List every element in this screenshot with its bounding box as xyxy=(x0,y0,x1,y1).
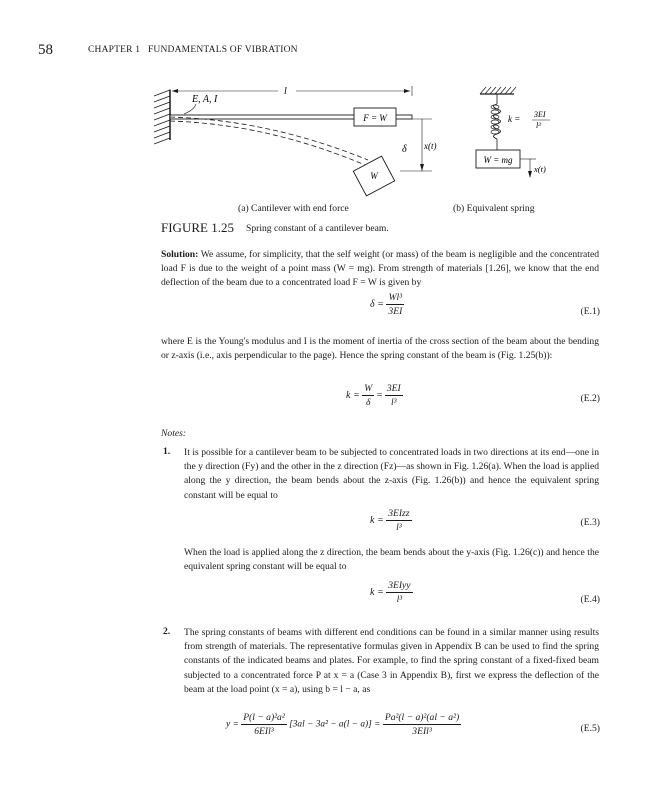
e2-den2: l³ xyxy=(390,397,397,408)
fixed-wall xyxy=(154,90,170,144)
spring xyxy=(491,94,501,150)
e2-lhs: k = xyxy=(346,389,360,401)
equation-e1 xyxy=(370,292,404,317)
e5-num2: Pa²(l − a)²(al − a²) xyxy=(384,712,460,723)
page-number: 58 xyxy=(38,42,53,58)
e2-tag: (E.2) xyxy=(580,393,600,404)
length-label: l xyxy=(284,86,287,97)
subcaption-b: (b) Equivalent spring xyxy=(453,203,535,214)
force-box-label: F = W xyxy=(363,113,387,123)
e2-equals: = xyxy=(376,389,383,401)
delta-label: δ xyxy=(402,144,407,155)
equation-e2 xyxy=(346,383,403,408)
e3-fraction xyxy=(386,508,411,533)
running-header xyxy=(88,45,298,55)
e4-fraction xyxy=(386,580,412,605)
e3-den: l³ xyxy=(396,522,402,533)
note-1-text: It is possible for a cantilever beam to be subjected to concentrated loads in two directions at its end—one in the y direction (Fy) and the other in the z direction (Fz)—as shown in Fig. 1.26(a). When the load is applied along the y direction, the beam bends about the z-axis (Fig. 1.26(b)) and hence the equivalent spring constant will be equal to xyxy=(184,447,599,501)
e5-fraction-2 xyxy=(383,712,461,737)
e1-den: 3EI xyxy=(388,306,403,317)
solution-text-1: We assume, for simplicity, that the self weight (or mass) of the beam is negligible and the concentrated load F is due to the weight of a point mass (W = mg). From strength of materials [1.26], we know that the end deflection of the beam due to a concentrated load F = W is given by xyxy=(161,249,599,289)
note-2-number: 2. xyxy=(163,626,171,637)
chapter-label: CHAPTER 1 xyxy=(88,45,141,55)
e2-num2: 3EI xyxy=(386,383,401,394)
e5-lhs: y = xyxy=(226,719,239,730)
disp-b-arrow-head xyxy=(528,171,532,178)
deflected-beam-top xyxy=(170,117,368,160)
mass-label: W xyxy=(370,171,378,181)
disp-b-label: x(t) xyxy=(534,164,546,174)
e5-num1: P(l − a)²a² xyxy=(243,712,285,723)
solution-label: Solution: xyxy=(161,249,199,260)
e1-fraction xyxy=(386,292,404,317)
e2-den1: δ xyxy=(365,397,371,408)
figure-caption: Spring constant of a cantilever beam. xyxy=(246,223,389,234)
e2-num1: W xyxy=(364,383,373,394)
e2-fraction-2 xyxy=(385,383,403,408)
e5-middle: [3al − 3a² − a(l − a)] = xyxy=(289,719,381,730)
solution-paragraph-2: where E is the Young's modulus and I is the moment of inertia of the cross section of the beam about the bending or z-axis (i.e., axis perpendicular to the page). Hence the spring constant of the beam is (Fig. 1.25(b)): xyxy=(161,336,599,362)
e3-tag: (E.3) xyxy=(580,517,600,528)
beam-props-leader xyxy=(184,104,196,114)
e1-tag: (E.1) xyxy=(580,306,600,317)
e3-num: 3EIzz xyxy=(388,508,410,519)
e2-fraction-1 xyxy=(362,383,374,408)
note-2-text: The spring constants of beams with different end conditions can be found in a similar manner using results from strength of materials. The representative formulas given in Appendix B can be used to find the spring constants of the indicated beams and plates. For example, to find the spring constant of a fixed-fixed beam subjected to a concentrated force P at x = a (Case 3 in Appendix B), first we express the deflection of the beam at the load point (x = a), using b = l − a, as xyxy=(184,627,599,695)
e5-tag: (E.5) xyxy=(580,723,600,734)
figure-label: FIGURE 1.25 xyxy=(161,220,234,235)
spring-num: 3EI xyxy=(534,110,546,119)
delta-arrow-head xyxy=(420,164,424,171)
weight-box-label: W = mg xyxy=(483,155,513,165)
e5-den1: 6EIl³ xyxy=(254,726,274,737)
deflected-beam-bottom xyxy=(170,121,365,165)
note-1-text-2: When the load is applied along the z direction, the beam bends about the y-axis (Fig. 1.26(c)) and hence the equivalent spring constant will be equal to xyxy=(184,547,599,573)
chapter-title: FUNDAMENTALS OF VIBRATION xyxy=(147,45,298,55)
disp-a-label: x(t) xyxy=(424,141,437,151)
e4-den: l³ xyxy=(396,594,403,605)
e5-fraction-1 xyxy=(241,712,287,737)
e4-tag: (E.4) xyxy=(580,594,600,605)
spring-k-label: k = xyxy=(508,114,521,124)
e3-lhs: k = xyxy=(370,514,384,526)
e1-num: Wl³ xyxy=(386,292,404,305)
e4-lhs: k = xyxy=(370,586,384,598)
notes-label: Notes: xyxy=(161,428,187,439)
e4-num: 3EIyy xyxy=(388,580,411,591)
ceiling xyxy=(480,87,516,94)
e5-den2: 3EIl³ xyxy=(412,726,432,737)
equation-e4 xyxy=(370,580,413,605)
note-1-number: 1. xyxy=(163,446,171,457)
beam-props-label: E, A, I xyxy=(192,94,218,105)
figure-diagram xyxy=(150,80,570,215)
solution-paragraph xyxy=(161,248,599,291)
e1-lhs: δ = xyxy=(370,298,384,310)
spring-den: l³ xyxy=(536,121,541,130)
equation-e5 xyxy=(226,712,461,737)
subcaption-a: (a) Cantilever with end force xyxy=(238,203,349,214)
equation-e3 xyxy=(370,508,412,533)
